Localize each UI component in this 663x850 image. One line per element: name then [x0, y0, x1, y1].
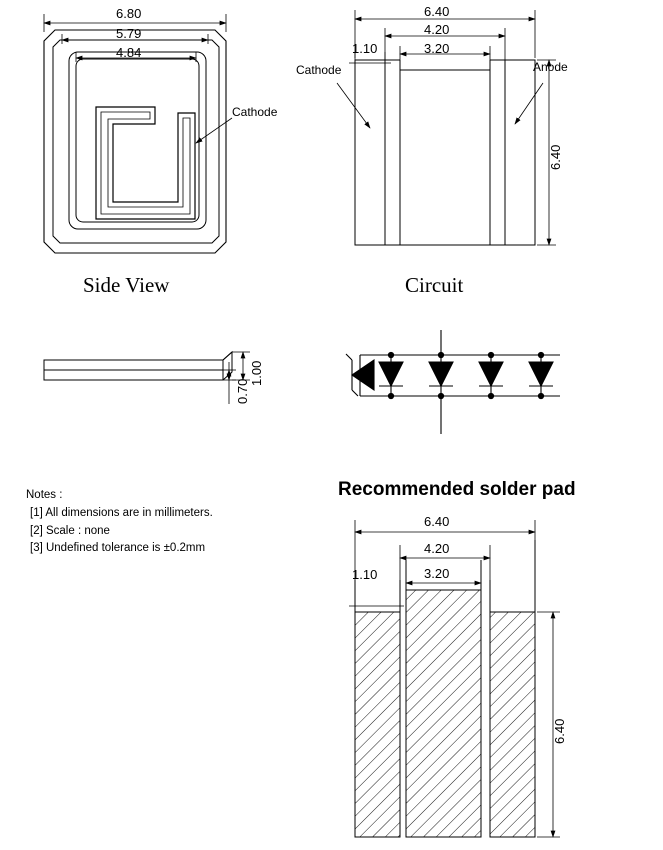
solder-pad-heading: Recommended solder pad — [338, 479, 576, 500]
side-view-dim-outer-width: 6.80 — [116, 6, 142, 21]
side-view-caption: Side View — [83, 273, 170, 297]
solder-pad-dim-outer-width: 6.40 — [424, 514, 450, 529]
solder-pad-dim-height: 6.40 — [552, 718, 567, 744]
side-view-dim-inner-width: 4.84 — [116, 45, 142, 60]
circuit-dim-inner-width: 3.20 — [424, 41, 450, 56]
circuit-cathode-label: Cathode — [296, 63, 342, 77]
solder-pad-dim-mid-width: 4.20 — [424, 541, 450, 556]
thickness-view-geometry — [44, 352, 232, 380]
notes-title: Notes : — [26, 489, 63, 501]
solder-pad-geometry — [355, 540, 535, 837]
side-view-dim-mid-width: 5.79 — [116, 26, 142, 41]
circuit-dim-height: 6.40 — [548, 144, 563, 170]
circuit-dim-mid-width: 4.20 — [424, 22, 450, 37]
circuit-anode-label: Anode — [533, 60, 568, 74]
circuit-caption: Circuit — [405, 273, 464, 297]
circuit-view-geometry — [355, 60, 535, 245]
solder-pad-dim-pad-width: 1.10 — [352, 567, 378, 582]
notes-item-1: [1] All dimensions are in millimeters. — [30, 506, 213, 519]
solder-pad-dim-inner-width: 3.20 — [424, 566, 450, 581]
side-view-cathode-label: Cathode — [232, 105, 278, 119]
circuit-dim-pad-width: 1.10 — [352, 41, 378, 56]
thickness-dim-body: 0.70 — [235, 378, 250, 404]
schematic-geometry — [346, 330, 560, 434]
notes-item-3: [3] Undefined tolerance is ±0.2mm — [30, 542, 206, 555]
notes-block — [26, 487, 213, 558]
notes-item-2: [2] Scale : none — [30, 524, 110, 537]
circuit-dim-outer-width: 6.40 — [424, 4, 450, 19]
thickness-dim-total: 1.00 — [249, 360, 264, 386]
